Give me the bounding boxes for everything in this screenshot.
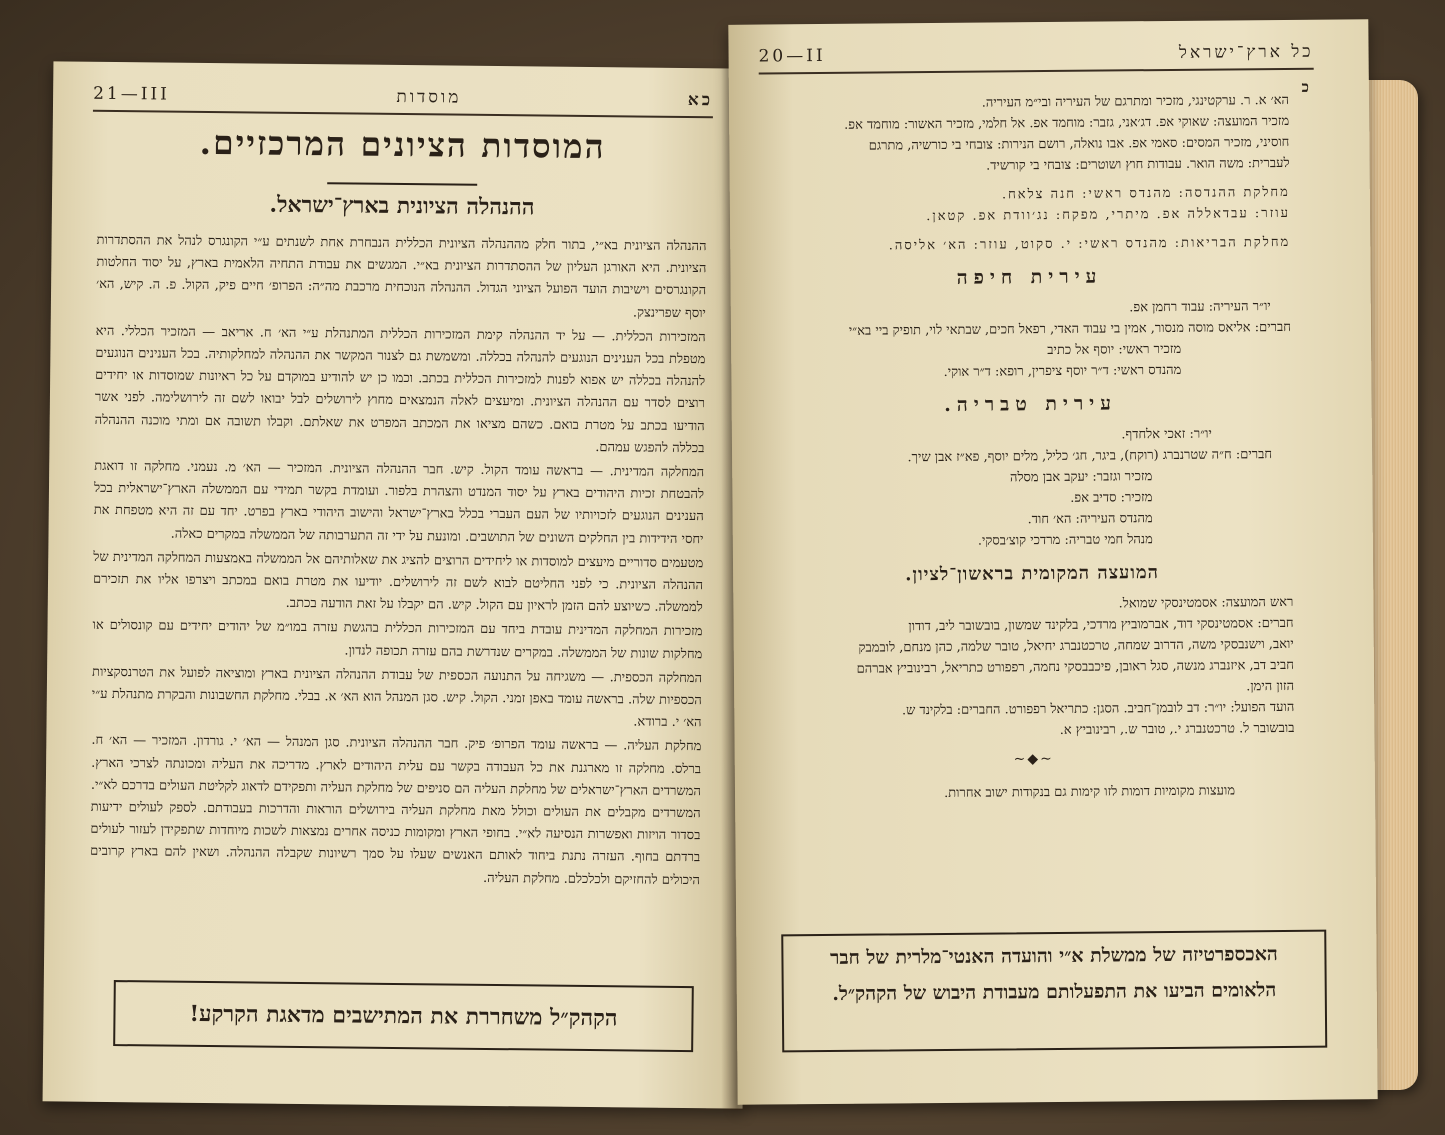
left-body-text	[89, 230, 707, 976]
municipality-staff	[767, 90, 1290, 258]
page-title: המוסדות הציונים המרכזיים.	[199, 122, 606, 167]
left-page-number-roman: 21—III	[93, 83, 171, 105]
text-line: מזכיר ראשי: יוסף אל כתיב	[1047, 341, 1182, 359]
title-divider	[327, 182, 477, 186]
paragraph: ההנהלה הציונית בא״י, בתור חלק מההנהלה הציונית הכללית הנבחרת אחת לשנתים ע״י הקונגרס לנהל את ההסתדרות הציונית. היא האורגן העליון של ההסתדרות הציונית בא״י. המגשים את עבודת התחיה הלאמית בארץ, על יסוד החלטות הקונגרסים וישיבות הועד הפועל הציוני הגדול. ההנהלה הנוכחית מרכבת מה״ה: הפרופ׳ חיים פיק, הקול. פ. ה. קיש, הא׳ יוסף שפרינצק.	[96, 232, 707, 321]
paragraph: מטעמים סדוריים מיעצים למוסדות או ליחידים הרוצים להציג את שאלותיהם אל הממשלה באמצעות המחלקה המדינית של ההנהלה הציונית. כי לפני החליטם לבוא לשם זה לירושלים. יודיעו את מטרת בואם במכתב ויצרפו אליו את תזכירם לממשלה. כשיוצע להם הזמן לראיון עם הקול. קיש. הם יקבלו על זאת הודעה בכתב.	[92, 549, 704, 616]
tiberias-heading: עירית טבריה.	[944, 392, 1118, 416]
kkl-banner	[113, 980, 694, 1052]
banner-text: האכספרטיזה של ממשלת א״י והועדה האנטי־מלרית של חבר הלאומים הביעו את התפעלותם מעבודת היבוש של הקהק״ל.	[829, 943, 1278, 1005]
text-line: עוזר: עבדאללה אפ. מיתרי, מפקח: נג׳וודת אפ. קטאן.	[926, 205, 1291, 225]
haifa-section	[769, 296, 1292, 385]
right-running-title: כל ארץ־ישראל	[1178, 41, 1314, 63]
left-header	[93, 80, 713, 114]
text-line: חברים: אליאס מוסה מנסור, אמין בי עבוד האדי, רפאל חכים, שבתאי לוי, תופיק ביי בא״י	[848, 319, 1292, 339]
banner-text: הקהק״ל משחררת את המתישבים מדאגת הקרקע!	[189, 1000, 618, 1032]
text-line: הזון הימן.	[1246, 678, 1295, 695]
section-title: ההנהלה הציונית בארץ־ישראל.	[269, 191, 535, 221]
text-line: יו״ר העיריה: עבוד רחמן אפ.	[1129, 299, 1271, 316]
paragraph: המחלקה הכספית. — משגיחה על התנועה הכספית של עבודת ההנהלה הציונית בארץ ומוציאה לפועל את הטרנסקציות הכספיות שלה. בראשה עומד באפן זמני. הקול. קיש. סגן המנהל הוא הא׳ א. בבלי. מחלקת החשבונות והבקרת מתנהלת ע״י הא׳ י. ברודא.	[91, 664, 703, 731]
paragraph: מחלקת העליה. — בראשה עומד הפרופ׳ פיק. חבר ההנהלה הציונית. סגן המנהל — הא׳ י. גורדון. המזכיר — הא׳ ח. ברלס. מחלקה זו מארגנת את כל העבודה בקשר עם עלית היהודים לארץ. מדריכה את העליה ומכונתה לצרכי הארץ. המשרדים הארץ־ישראלים של מחלקת העליה הם סניפים של מחלקת העליה ותפקידם לדאוג לקליטת העולים בדרכם לא״י. המשרדים מקבלים את העולים וכולל מאת מחלקת העליה בירושלים הוראות והדרכות בעבודתם. לספק לעולים ידיעות בסדור הויזות ואפשרות הנסיעה לא״י. בחופי הארץ ומקומות כניסה אחרים נמצאות לשכות מיוחדות שתפקידן לעזור לעולים ברדתם בחוף. העזרה נתנת ביחוד לאותם האנשים שעלו על סמך רשיונות שקבלה ההנהלה. ושאין להם בארץ קרובים היכולים להחזיקם ולכלכלם. מחלקת העליה.	[90, 733, 702, 888]
right-page	[728, 19, 1377, 1105]
tiberias-section	[770, 423, 1293, 554]
text-line: חביב דב, איזנברג מנשה, סגל ראובן, פיכבבסקי נחמה, רפפורט כתריאל, רבינוביץ אברהם	[856, 657, 1294, 677]
section-ornament: ~◆~	[1013, 751, 1054, 768]
text-line: הועד הפועל: יו״ר: דב לובמן־חביב. הסגן: כתריאל רפפורט. החברים: בלקינד ש.	[901, 699, 1295, 719]
text-line: מנהל חמי טבריה: מרדכי קוצ׳בסקי.	[977, 532, 1153, 549]
rishon-heading: המועצה המקומית בראשון־לציון.	[905, 562, 1160, 586]
text-line: מהנדס ראשי: ד״ר יוסף ציפרין, רופא: ד״ר אוקי.	[943, 362, 1182, 380]
text-line: מזכיר המועצה: שאוקי אפ. דג׳אני, גזבר: מוחמד אפ. אל חלמי, מזכיר האשור: מוחמד אפ.	[844, 113, 1290, 133]
text-line: מזכיר וגזבר: יעקב אבן מסלה	[1009, 469, 1153, 486]
haifa-heading: עירית חיפה	[956, 265, 1103, 289]
text-line: יואב, וישנבסקי משה, הדרוב שמחה, טרכטנברג יחיאל, טובר שלמה, כהן מנחם, לובמבק	[858, 636, 1294, 656]
kkl-expertise-banner	[781, 930, 1327, 1053]
left-running-title: מוסדות	[396, 86, 462, 108]
right-header	[758, 38, 1313, 71]
paragraph: המזכירות הכללית. — על יד ההנהלה קימת המזכירות הכללית המתנהלת ע״י הא׳ ח. אריאב — המזכיר הכללי. היא מטפלת בכל הענינים הנוגעים להנהלה בכללה. ומשמשת גם לצנור המקשר את ההנהלה למחלקותיה. בכל הענינים הנוגעים להנהלה בכללה יש אפוא לפנות למזכירות הכללית בכתב. וכמו כן יש להודיע במוקדם על כל ראיונות שמוסדות או יחידים רוצים לסדר עם ההנהלה הציונית. ומיעצים לאלה הנמצאים מחוץ לירושלים לבל יבואו לשם זה לירושלימה. לפני אשר הודיעו בכתב על מטרת בואם. כשהם מציאו את המכתב המפרט את שאלתם. וקבלו תשובה אם ומתי מוכנה ההנהלה בכללה להפגש עמהם.	[94, 323, 706, 457]
text-line: חוסיני, מזכיר המסים: סאמי אפ. אבו נואלה, רושם הנירות: צובחי בי כורשיה, מתרגם	[868, 134, 1290, 154]
left-page	[43, 61, 754, 1108]
rishon-section	[771, 592, 1294, 744]
text-line: בובשובר ל. טרכטנברג י., טובר ש., רבינוביץ א.	[1059, 720, 1295, 738]
text-line: יו״ר: זאכי אלחדף.	[1121, 426, 1212, 443]
text-line: חברים: אסמטינסקי דוד, אברמוביץ מרדכי, בלקינד שמשון, בובשובר ליב, דודון	[908, 615, 1294, 635]
text-line: מהנדס העיריה: הא׳ חוד.	[1027, 511, 1153, 528]
text-line: מזכיר: סדיב אפ.	[1070, 490, 1153, 506]
right-body	[767, 90, 1296, 910]
text-line: הא׳ א. ר. ערקטינגי, מזכיר ומתרגם של העיריה ובי״מ העיריה.	[981, 92, 1290, 111]
text-line: חברים: ח״ה שטרנברג (רוקח), ביגר, חג׳ כליל, מלים יוסף, פא״ז אבן שיך.	[907, 447, 1273, 466]
text-line: לעברית: משה הואר. עבודות חוץ ושוטרים: צובחי בי קורשיד.	[986, 155, 1290, 174]
paragraph: מזכירות המחלקה המדינית עובדת ביחד עם המזכירות הכללית בהגשת עזרה במו״מ של יהודים יחידים עם קונסולים או מחלקות שונות של הממשלה. במקרים שנדרשת בהם עזרה תכופה לנדון.	[92, 618, 703, 662]
left-page-number-hebrew: כא	[687, 90, 714, 111]
text-line: מחלקת הבריאות: מהנדס ראשי: י. סקוט, עוזר: הא׳ אליסה.	[888, 234, 1291, 254]
text-line: ראש המועצה: אסמטינסקי שמואל.	[1118, 594, 1294, 612]
right-page-letter: כ	[1301, 77, 1309, 96]
paragraph: המחלקה המדינית. — בראשה עומד הקול. קיש. חבר ההנהלה הציונית. המזכיר — הא׳ מ. נעמני. מחלקה זו דואגת להבטחת זכיות היהודים בארץ על יסוד המנדט והצהרת בלפור. ועומדת בקשר תמידי עם הממשלה הארץ־ישראלית בכל הענינים הנוגעים לזכויותיו של העם העברי בכלל בארץ־ישראל והישוב היהודי בארץ בפרט. יחד עם זה היא מטפחת את יחסי הידידות בין החלקים השונים של התושבים. ומונעת על ידי זה התערבותה של הממשלה במקרים כאלה.	[93, 458, 705, 547]
open-book	[28, 20, 1428, 1120]
right-page-number-roman: 20—II	[758, 45, 826, 67]
footnote: מועצות מקומיות דומות לזו קימות גם בנקודות ישוב אחרות.	[944, 783, 1236, 801]
text-line: מחלקת ההנדסה: מהנדס ראשי: חנה צלאח.	[1001, 184, 1290, 203]
